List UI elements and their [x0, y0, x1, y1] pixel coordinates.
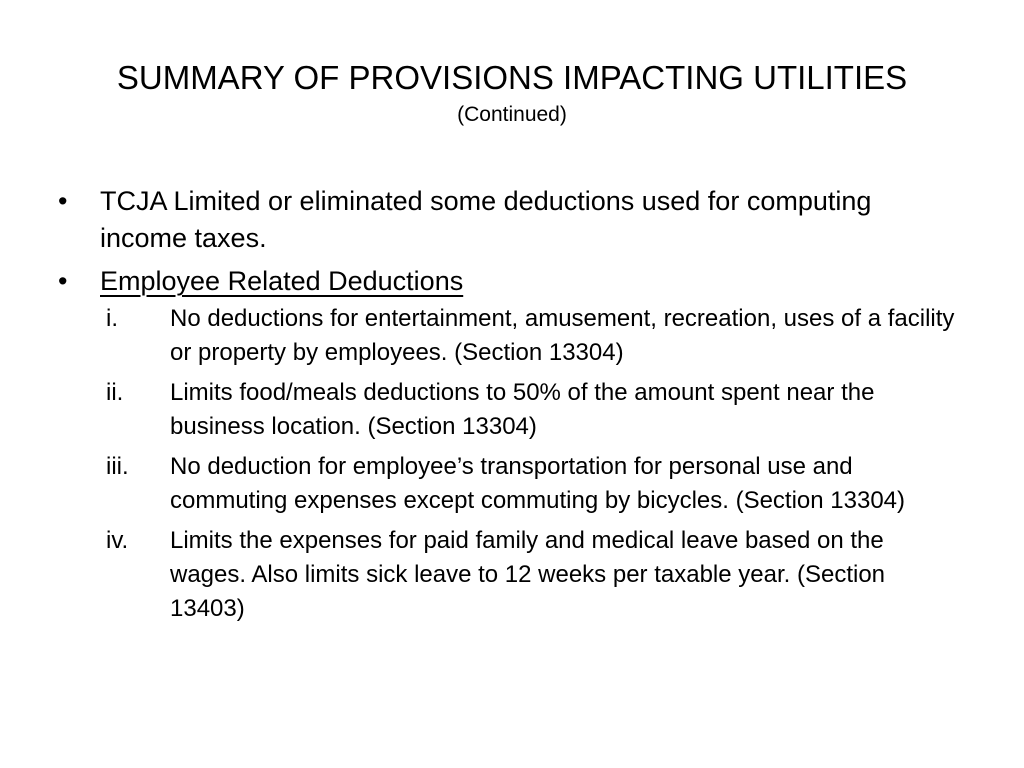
- bullet-marker: •: [58, 266, 68, 296]
- list-item: [100, 376, 958, 444]
- bullet-item-tcja: [58, 183, 958, 257]
- bullet-text: TCJA Limited or eliminated some deductions used for computing income taxes.: [100, 186, 872, 253]
- bullet-marker: •: [58, 186, 68, 216]
- list-number: iv.: [106, 527, 129, 554]
- list-item-text: No deductions for entertainment, amusement, recreation, uses of a facility or property by employees. (Section 13304): [170, 305, 955, 366]
- list-number: i.: [106, 305, 118, 332]
- list-item: [100, 302, 958, 370]
- title-block: [0, 58, 1024, 129]
- bullet-list: [58, 183, 958, 632]
- section-heading: Employee Related Deductions: [100, 266, 464, 296]
- numbered-list: [100, 302, 958, 626]
- list-item-text: Limits the expenses for paid family and medical leave based on the wages. Also limits sick leave to 12 weeks per taxable year. (Section 13403): [170, 527, 886, 622]
- slide-subtitle: (Continued): [457, 103, 567, 126]
- bullet-item-employee-deductions: [58, 263, 958, 300]
- list-number: iii.: [106, 453, 129, 480]
- list-item: [100, 524, 958, 626]
- list-item-text: No deduction for employee’s transportation for personal use and commuting expenses except commuting by bicycles. (Section 13304): [170, 453, 906, 514]
- slide-title: SUMMARY OF PROVISIONS IMPACTING UTILITIES: [116, 59, 908, 96]
- list-number: ii.: [106, 379, 124, 406]
- list-item: [100, 450, 958, 518]
- list-item-text: Limits food/meals deductions to 50% of the amount spent near the business location. (Section 13304): [170, 379, 875, 440]
